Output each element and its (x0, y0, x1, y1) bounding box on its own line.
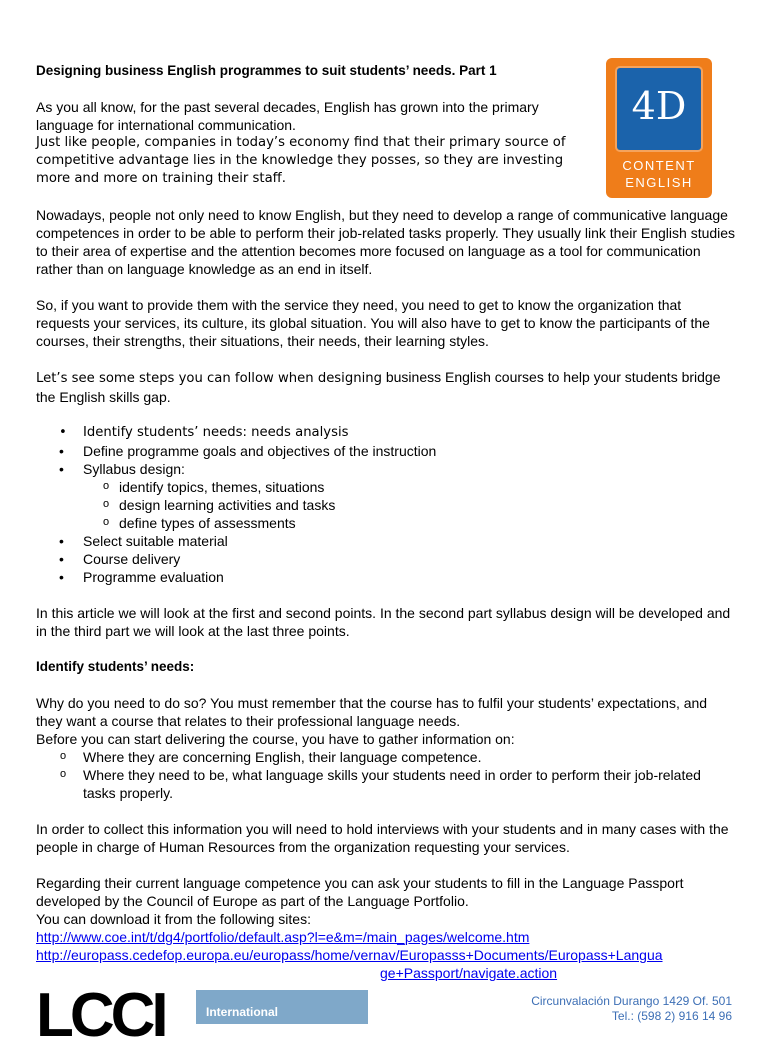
logo-label-content: CONTENT (622, 158, 696, 173)
list-item: • Define programme goals and objectives of the instruction (36, 442, 736, 460)
paragraph-article-scope: In this article we will look at the first and second points. In the second part syllabus design will be developed and in the third part we will look at the last three points. (36, 605, 731, 639)
steps-list (36, 424, 736, 478)
europass-link-part2: ge+Passport/navigate.action (380, 965, 558, 981)
logo-label-english: ENGLISH (625, 175, 693, 190)
paragraph-intro: As you all know, for the past several decades, English has grown into the primary language for international communication. (36, 99, 539, 133)
paragraph-interviews: In order to collect this information you will need to hold interviews with your students and in many cases with the people in charge of Human Resources from the organization requesting your services. (36, 821, 729, 855)
paragraph-competences: Nowadays, people not only need to know English, but they need to develop a range of communicative language competences in order to be able to perform their job-related tasks properly. They usually link their English studies to their area of expertise and the attention becomes more focused on language as a tool for communication rather than on language knowledge as an end in itself. (36, 207, 736, 277)
footer-contact (531, 994, 732, 1024)
list-item (36, 460, 736, 478)
footer-address: Circunvalación Durango 1429 Of. 501 (531, 994, 732, 1008)
paragraph-download: You can download it from the following sites: (36, 911, 311, 927)
paragraph-companies: Just like people, companies in today’s economy find that their primary source of competitive advantage lies in the knowledge they posses, so they are investing more and more on training their staff. (36, 135, 566, 186)
list-item: • Select suitable material (36, 532, 736, 550)
coe-portfolio-link[interactable]: http://www.coe.int/t/dg4/portfolio/default.asp?l=e&m=/main_pages/welcome.htm (36, 929, 530, 945)
footer-phone: Tel.: (598 2) 916 14 96 (611, 1009, 732, 1023)
list-item: • Programme evaluation (36, 568, 736, 586)
europass-link-part1: http://europass.cedefop.europa.eu/europass/home/vernav/Europasss+Documents/Europass+Langua (36, 947, 663, 963)
paragraph-why: Why do you need to do so? You must remember that the course has to fulfil your students’ expectations, and they want a course that relates to their professional language needs. (36, 695, 708, 729)
paragraph-gather: Before you can start delivering the course, you have to gather information on: (36, 731, 515, 747)
list-item: • Course delivery (36, 550, 736, 568)
paragraph-passport: Regarding their current language competence you can ask your students to fill in the Language Passport developed by the Council of Europe as part of the Language Portfolio. (36, 875, 684, 909)
list-item: • Identify students’ needs: needs analysis (36, 424, 736, 442)
steps-intro-part1: Let’s see some steps you can follow when designing (36, 371, 382, 386)
steps-list-continued (36, 532, 736, 586)
info-list (36, 748, 736, 802)
steps-intro-part2: business English courses to help your students bridge the English skills gap. (36, 369, 721, 405)
list-item: o Where they are concerning English, their language competence. (36, 748, 736, 766)
article (36, 62, 736, 982)
list-item: o identify topics, themes, situations (36, 478, 736, 496)
list-item: o define types of assessments (36, 514, 736, 532)
logo-mark: 4D (631, 84, 687, 128)
article-title: Designing business English programmes to suit students’ needs. Part 1 (36, 63, 497, 78)
list-item-label: Syllabus design: (83, 461, 185, 477)
paragraph-steps-intro (36, 368, 736, 406)
paragraph-service: So, if you want to provide them with the service they need, you need to get to know the organization that requests your services, its culture, its global situation. You will also have to get to know the participants of the courses, their strengths, their situations, their needs, their learning styles. (36, 297, 710, 349)
syllabus-sublist (36, 478, 736, 532)
section-heading: Identify students’ needs: (36, 659, 195, 674)
international-banner: International (196, 990, 368, 1024)
europass-link[interactable] (36, 947, 736, 982)
list-item: o design learning activities and tasks (36, 496, 736, 514)
lcci-logo: LCCI (36, 981, 165, 1050)
list-item: o Where they need to be, what language skills your students need in order to perform their job-related tasks properly. (36, 766, 736, 802)
